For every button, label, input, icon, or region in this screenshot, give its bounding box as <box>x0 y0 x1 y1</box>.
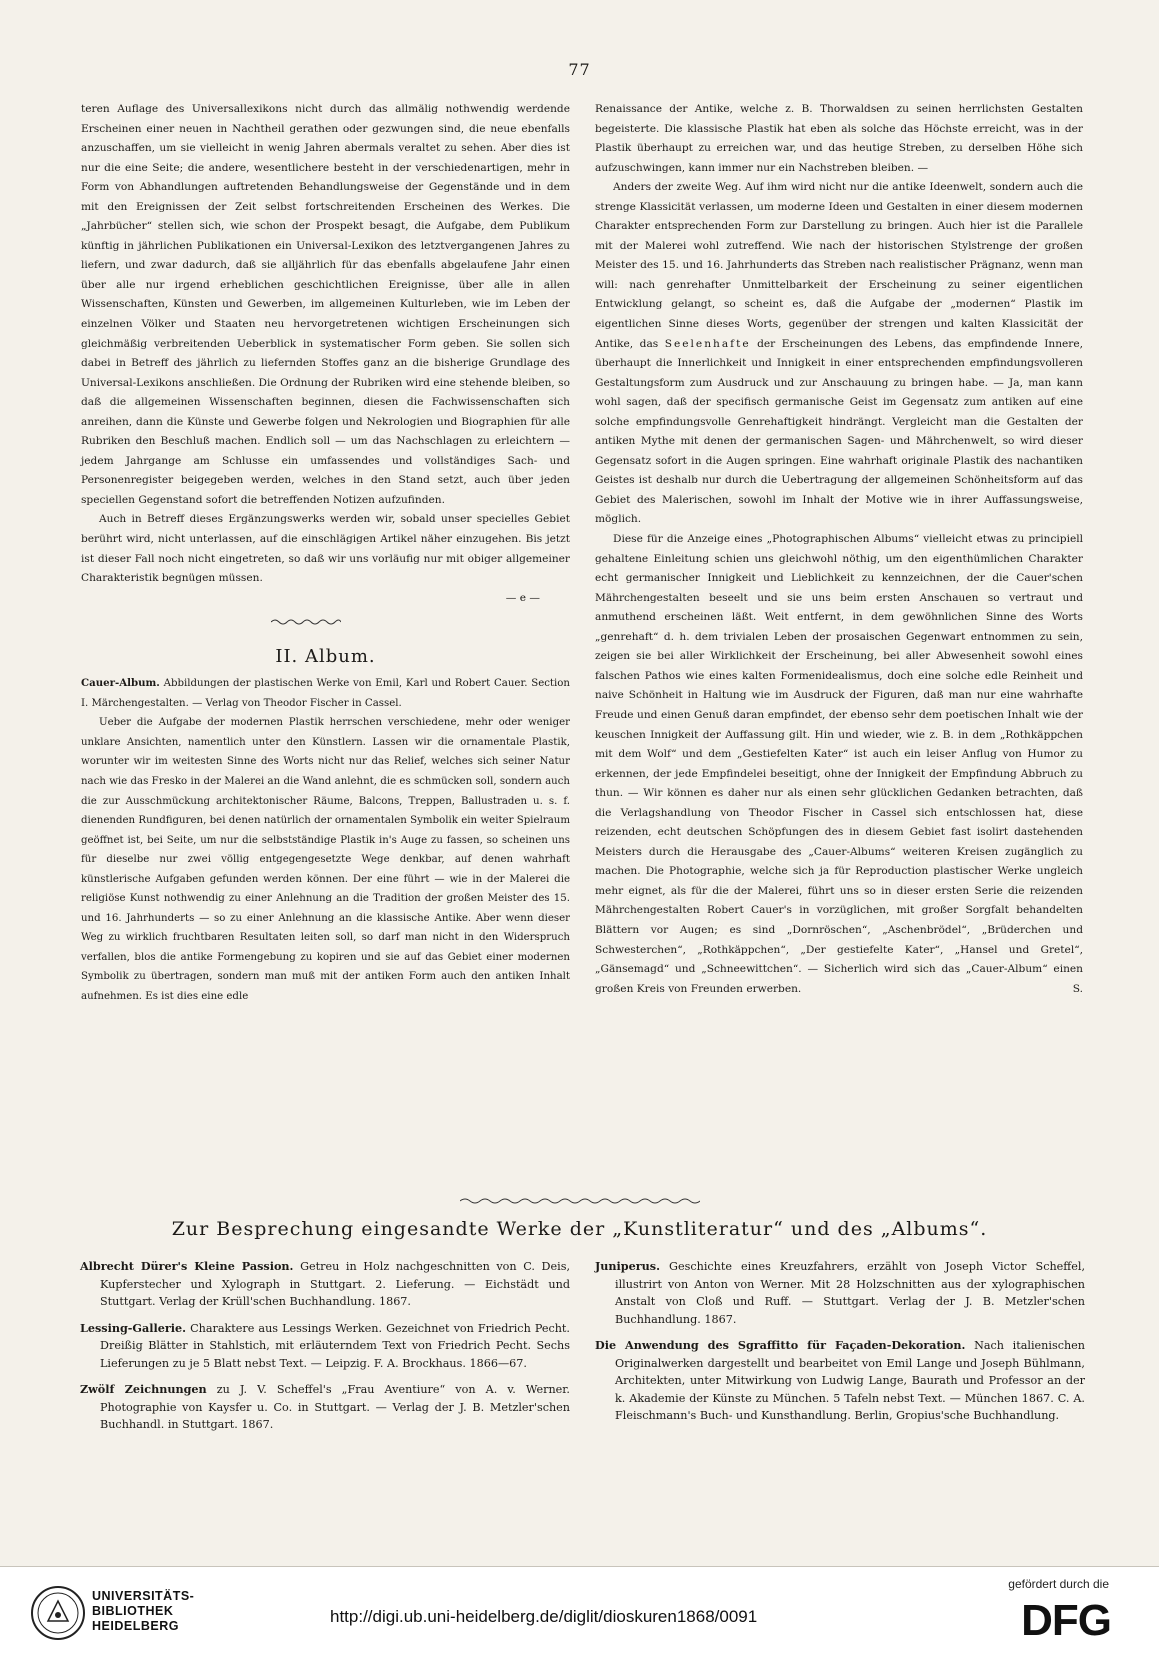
review-text: Getreu in Holz nachgeschnitten von C. Deis, Kupferstecher und Xylograph in Stuttgart. 2. Lieferung. — Eichstädt und Stuttgart. Verlag der Krüll'schen Buchhandlung. 1867. <box>100 1260 571 1308</box>
dfg-logo: DFG <box>1021 1596 1111 1645</box>
author-signature: S. <box>1072 982 1083 995</box>
paragraph <box>595 178 1083 530</box>
entry-details: Abbildungen der plastischen Werke von Emil, Karl und Robert Cauer. Section I. Märchengestalten. — Verlag von Theodor Fischer in Cassel. <box>81 678 570 709</box>
paragraph: Renaissance der Antike, welche z. B. Thorwaldsen zu seinen herrlichsten Gestalten begeisterte. Die klassische Plastik hat eben als solche das Höchste erreicht, was in der Plastik überhaupt zu erreichen war, und das heutige Streben, zu derselben Höhe sich aufzuschwingen, kann immer nur ein Nachstreben bleiben. — <box>595 103 1083 174</box>
album-entry <box>81 674 570 713</box>
paragraph: teren Auflage des Universallexikons nicht durch das allmälig nothwendig werdende Erscheinen einer neuen in Nachtheil gerathen oder gezwungen sind, die neue ebenfalls anzuschaffen, um sie vielleicht in wenig Jahren abermals veraltet zu sehen. Aber dies ist nur die eine Seite; die andere, wesentlichere besteht in der verschiedenartigen, mehr in Form von Abhandlungen auftretenden Behandlungsweise der Gegenstände und in dem mit den Ereignissen der Zeit selbst fortschreitenden Erscheinen des Werkes. Die „Jahrbücher“ stellen sich, wie schon der Prospekt besagt, die Aufgabe, dem Publikum künftig in jährlichen Publikationen ein Universal-Lexikon des letztvergangenen Jahres zu liefern, und zwar dadurch, daß sie alljährlich für das ebenfalls abgelaufene Jahr einen über alle nur irgend erheblichen geschichtlichen Ereignisse, über alle in allen Wissenschaften, Künsten und Gewerben, im allgemeinen Kulturleben, wie im Leben der einzelnen Völker und Staaten neu hervorgetretenen wichtigen Erscheinungen sich gleichmäßig verbreitenden Ueberblick in systematischer Form geben. Sie sollen sich dabei in Betreff des jährlich zu liefernden Stoffes ganz an die bisherige Grundlage des Universal-Lexikons anschließen. Die Ordnung der Rubriken wird eine stehende bleiben, so daß die allgemeinen Wissenschaften beginnen, diesen die Fachwissenschaften sich anreihen, dann die Künste und Gewerbe folgen und Nekrologien und Biographien für alle Rubriken den Beschluß machen. Endlich soll — um das Nachschlagen zu erleichtern — jedem Jahrgange am Schlusse ein umfassendes und vollständiges Sach- und Personenregister beigegeben werden, welches in den Stand setzt, auch über jeden speciellen Gegenstand sofort die betreffenden Notizen aufzufinden. <box>81 103 570 506</box>
review-item <box>80 1320 570 1373</box>
review-title: Die Anwendung des Sgraffitto für Façaden-Dekoration. <box>595 1338 966 1352</box>
reviews-left-column <box>80 1258 570 1443</box>
funding-note: gefördert durch die <box>1008 1577 1109 1591</box>
review-title: Albrecht Dürer's Kleine Passion. <box>80 1259 294 1273</box>
text-run: der Erscheinungen des Lebens, das empfindende Innere, überhaupt die Innerlichkeit und Innigkeit in einer entsprechenden empfindungsvolleren Gestaltungsform zum Ausdruck und zur Anschauung zu bringen habe. — Ja, man kann wohl sagen, daß der specifisch germanische Geist im Gegensatz zum antiken auf eine solche empfindungsvolle Genrehaftigkeit hindrängt. Vergleicht man die Gestalten der antiken Mythe mit denen der germanischen Sagen- und Mährchenwelt, so wird dieser Gegensatz sofort in die Augen springen. Eine wahrhaft originale Plastik des nachantiken Geistes ist deshalb nur durch die Uebertragung der allgemeinen Schönheitsform auf das Gebiet des Malerischen, sowohl im Inhalt der Motive wie in ihrer Auffassungsweise, möglich. <box>595 337 1083 526</box>
review-item <box>80 1381 570 1434</box>
review-item <box>595 1258 1085 1328</box>
paragraph <box>595 530 1083 999</box>
review-text: zu J. V. Scheffel's „Frau Aventiure“ von A. v. Werner. Photographie von Kaysfer u. Co. in Stuttgart. — Verlag der J. B. Metzler'schen Buchhandl. in Stuttgart. 1867. <box>100 1383 570 1431</box>
review-item <box>595 1337 1085 1425</box>
review-section-title: Zur Besprechung eingesandte Werke der „Kunstliteratur“ und des „Albums“. <box>171 1218 988 1240</box>
paragraph: Auch in Betreff dieses Ergänzungswerks werden wir, sobald unser specielles Gebiet berührt wird, nicht unterlassen, auf die einschlägigen Artikel näher einzugehen. Bis jetzt ist dieser Fall noch nicht eingetreten, so daß wir uns vorläufig nur mit obiger allgemeiner Charakteristik begnügen müssen. <box>81 513 570 585</box>
emphasized-word: Seelenhafte <box>664 337 751 350</box>
review-title: Lessing-Gallerie. <box>80 1320 187 1335</box>
left-column <box>81 100 570 1007</box>
right-column <box>595 100 1083 999</box>
text-run: Anders der zweite Weg. Auf ihm wird nicht nur die antike Ideenwelt, sondern auch die strenge Klassicität verlassen, um moderne Ideen und Gestalten in einer diesem modernen Charakter entsprechenden Form zur Darstellung zu bringen. Auch hier ist die Parallele mit der Malerei wohl zutreffend. Wie nach der historischen Stylstrenge der großen Meister des 15. und 16. Jahrhunderts das Streben nach realistischer Prägnanz, wenn man will: nach genrehafter Unmittelbarkeit der Erscheinung zu seiner eigentlichen Entwicklung gelangt, so scheint es, daß die Aufgabe der „modernen“ Plastik im eigentlichen Sinne dieses Worts, gegenüber der strengen und kalten Klassicität der Antike, das <box>595 181 1083 350</box>
ornament-divider <box>460 1197 700 1205</box>
entry-title: Cauer-Album. <box>81 677 160 690</box>
review-text: Charaktere aus Lessings Werken. Gezeichnet von Friedrich Pecht. Dreißig Blätter in Stahlstich, mit erläuterndem Text von Friedrich Pecht. Sechs Lieferungen zu je 5 Blatt nebst Text. — Leipzig. F. A. Brockhaus. 1866—67. <box>100 1321 570 1370</box>
review-text: Geschichte eines Kreuzfahrers, erzählt von Joseph Victor Scheffel, illustrirt von Anton von Werner. Mit 28 Holzschnitten aus der xylographischen Anstalt von Cloß und Ruff. — Stuttgart. Verlag der J. B. Metzler'schen Buchhandlung. 1867. <box>615 1260 1085 1326</box>
ornament-divider <box>271 618 341 626</box>
page-number: 77 <box>568 60 591 79</box>
university-seal-icon <box>30 1585 86 1641</box>
source-url[interactable]: http://digi.ub.uni-heidelberg.de/diglit/dioskuren1868/0091 <box>330 1607 758 1626</box>
reviews-right-column <box>595 1258 1085 1434</box>
paragraph: Ueber die Aufgabe der modernen Plastik herrschen verschiedene, mehr oder weniger unklare Ansichten, namentlich unter den Künstlern. Lassen wir die ornamentale Plastik, worunter wir im weitesten Sinne des Worts nicht nur das Relief, welches sich seiner Natur nach wie das Fresko in der Malerei an die Wand anlehnt, die es schmücken soll, sondern auch die zur Ausschmückung architektonischer Räume, Balcons, Treppen, Ballustraden u. s. f. dienenden Rundfiguren, bei denen natürlich der ornamentalen Symbolik ein weiter Spielraum geöffnet ist, bei Seite, um nur die selbstständige Plastik in's Auge zu fassen, so scheinen uns für dieselbe nur zwei völlig entgegengesetzte Wege denkbar, auf denen wahrhaft künstlerische Aufgaben gefunden werden können. Der eine führt — wie in der Malerei die religiöse Kunst nothwendig zu einer Anlehnung an die Tradition der großen Meister des 15. und 16. Jahrhunderts — so zu einer Anlehnung an die klassische Antike. Aber wenn dieser Weg zu wirklich fruchtbaren Resultaten leiten soll, so darf man nicht in den Widerspruch verfallen, blos die antike Formengebung zu kopiren und sie auf das Gebiet einer modernen Symbolik zu übertragen, sondern man muß mit der antiken Form auch den antiken Inhalt aufnehmen. Es ist dies eine edle <box>81 717 570 1002</box>
review-text: Nach italienischen Originalwerken dargestellt und bearbeitet von Emil Lange und Joseph Bühlmann, Architekten, unter Mitwirkung von Ludwig Lange, Baurath und Professor an der k. Akademie der Künste zu München. 5 Tafeln nebst Text. — München 1867. C. A. Fleischmann's Buch- und Kunsthandlung. Berlin, Gropius'sche Buchhandlung. <box>615 1339 1085 1422</box>
footer-bar <box>0 1567 1159 1653</box>
institution-line: UNIVERSITÄTS- <box>92 1589 195 1603</box>
institution-line: BIBLIOTHEK <box>92 1604 174 1618</box>
text-run: Diese für die Anzeige eines „Photographischen Albums“ vielleicht etwas zu principiell gehaltene Einleitung schien uns gleichwohl nöthig, um den eigenthümlichen Charakter echt germanischer Innigkeit und Lieblichkeit zu kennzeichnen, der die Cauer'schen Mährchengestalten beseelt und sie uns beim ersten Anschauen so vertraut und anmuthend erscheinen läßt. Weit entfernt, in dem gewöhnlichen Sinne des Worts „genrehaft“ d. h. dem trivialen Leben der prosaischen Gegenwart entnommen zu sein, zeigen sie bei aller Wirklichkeit der Erscheinung, bei aller Abwesenheit sowohl eines falschen Pathos wie eines kalten Formenidealismus, doch eine solche edle Reinheit und naive Schönheit in Haltung wie im Ausdruck der Figuren, daß man nur eine wahrhafte Freude und einen Genuß daran empfindet, der ebenso sehr dem poetischen Inhalt wie der keuschen Innigkeit der Auffassung gilt. Hin und wieder, wie z. B. in dem „Rothkäppchen mit dem Wolf“ und dem „Gestiefelten Kater“ ist auch ein leiser Anflug von Humor zu erkennen, der jede Empfindelei beseitigt, ohne der Innigkeit der Empfindung Abbruch zu thun. — Wir können es daher nur als einen sehr glücklichen Gedanken betrachten, daß die Verlagshandlung von Theodor Fischer in Cassel sich entschlossen hat, diese reizenden, echt deutschen Schöpfungen des in diesem Gebiet fast isolirt dastehenden Meisters durch die Herausgabe des „Cauer-Albums“ weiteren Kreisen zugänglich zu machen. Die Photographie, welche sich ja für Reproduction plastischer Werke ungleich mehr eignet, als für die der Malerei, führt uns so in dieser ersten Serie die reizenden Mährchengestalten Robert Cauer's in vorzüglichen, mit großer Sorgfalt behandelten Blättern vor Augen; es sind „Dornröschen“, „Aschenbrödel“, „Brüderchen und Schwesterchen“, „Rothkäppchen“, „Der gestiefelte Kater“, „Hansel und Gretel“, „Gänsemagd“ und „Schneewittchen“. — Sicherlich wird sich das „Cauer-Album“ einen großen Kreis von Freunden erwerben. <box>595 533 1083 995</box>
institution-name <box>92 1589 194 1634</box>
review-title: Zwölf Zeichnungen <box>80 1382 207 1396</box>
institution-line: HEIDELBERG <box>92 1619 179 1633</box>
author-signature: — e — <box>505 591 540 604</box>
review-item <box>80 1258 570 1311</box>
section-title: II. Album. <box>275 646 376 668</box>
review-title: Juniperus. <box>595 1259 660 1273</box>
